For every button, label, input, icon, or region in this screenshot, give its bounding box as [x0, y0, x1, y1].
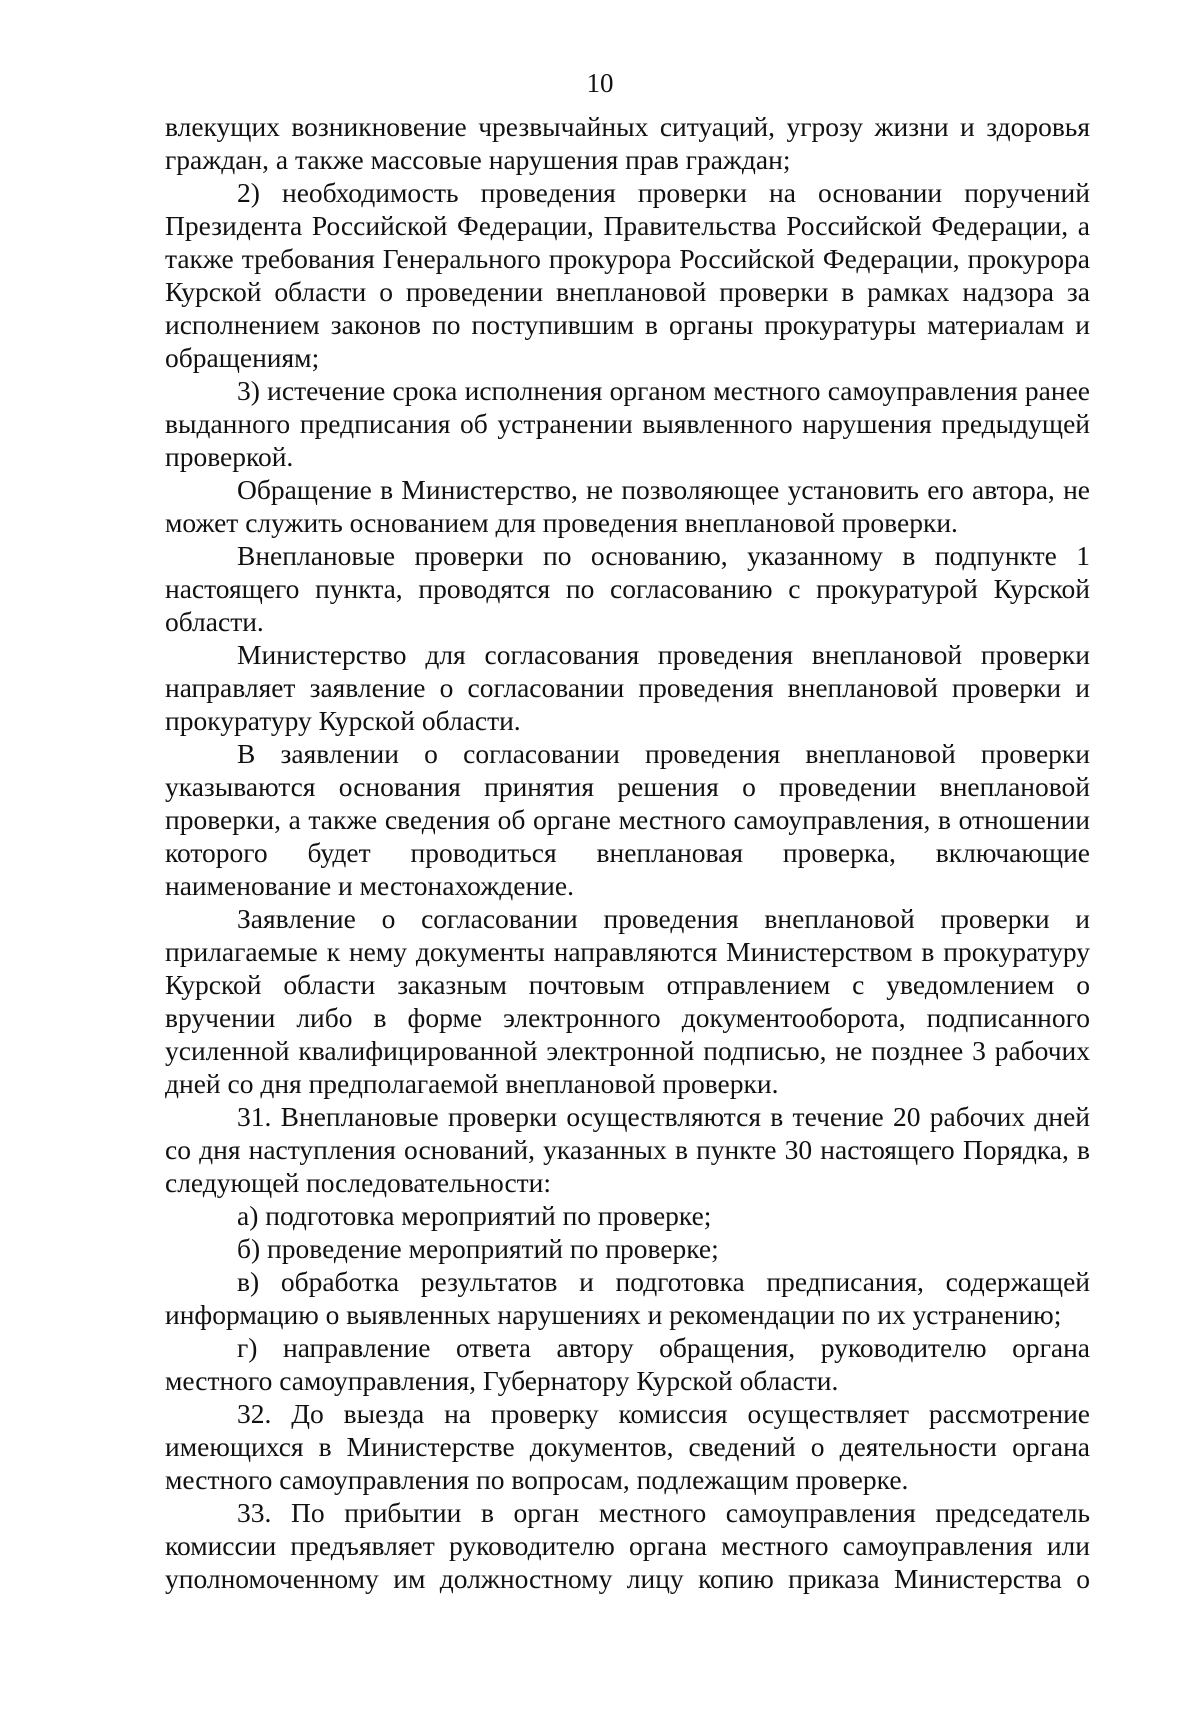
- paragraph: 33. По прибытии в орган местного самоуправления председатель комиссии предъявляет руководителю органа местного самоуправления или уполномоченному им должностному лицу копию приказа Министерства о: [165, 1497, 1090, 1594]
- paragraph: г) направление ответа автору обращения, руководителю органа местного самоуправления, Губернатору Курской области.: [165, 1332, 1090, 1396]
- paragraph: в) обработка результатов и подготовка предписания, содержащей информацию о выявленных нарушениях и рекомендации по их устранению;: [165, 1266, 1090, 1330]
- paragraph: Обращение в Министерство, не позволяющее установить его автора, не может служить основанием для проведения внеплановой проверки.: [165, 474, 1090, 538]
- paragraph: б) проведение мероприятий по проверке;: [237, 1233, 719, 1264]
- paragraph: влекущих возникновение чрезвычайных ситуаций, угрозу жизни и здоровья граждан, а также массовые нарушения прав граждан;: [165, 111, 1090, 175]
- paragraph: В заявлении о согласовании проведения внеплановой проверки указываются основания принятия решения о проведении внеплановой проверки, а также сведения об органе местного самоуправления, в отношении которого будет проводиться внеплановая проверка, включающие наименование и местонахождение.: [165, 738, 1090, 901]
- paragraph: Внеплановые проверки по основанию, указанному в подпункте 1 настоящего пункта, проводятся по согласованию с прокуратурой Курской области.: [165, 540, 1090, 637]
- paragraph: Заявление о согласовании проведения внеплановой проверки и прилагаемые к нему документы направляются Министерством в прокуратуру Курской области заказным почтовым отправлением с уведомлением о вручении либо в форме электронного документооборота, подписанного усиленной квалифицированной электронной подписью, не позднее 3 рабочих дней со дня предполагаемой внеплановой проверки.: [165, 903, 1090, 1099]
- paragraph: 32. До выезда на проверку комиссия осуществляет рассмотрение имеющихся в Министерстве документов, сведений о деятельности органа местного самоуправления по вопросам, подлежащим проверке.: [165, 1398, 1090, 1495]
- paragraph: 3) истечение срока исполнения органом местного самоуправления ранее выданного предписания об устранении выявленного нарушения предыдущей проверкой.: [165, 375, 1090, 472]
- page-number: 10: [586, 68, 614, 98]
- paragraph: Министерство для согласования проведения внеплановой проверки направляет заявление о согласовании проведения внеплановой проверки и прокуратуру Курской области.: [165, 639, 1090, 736]
- document-body: [165, 110, 1090, 1595]
- paragraph: 2) необходимость проведения проверки на основании поручений Президента Российской Федерации, Правительства Российской Федерации, а также требования Генерального прокурора Российской Федерации, прокурора Курской области о проведении внеплановой проверки в рамках надзора за исполнением законов по поступившим в органы прокуратуры материалам и обращениям;: [165, 177, 1090, 373]
- paragraph: 31. Внеплановые проверки осуществляются в течение 20 рабочих дней со дня наступления оснований, указанных в пункте 30 настоящего Порядка, в следующей последовательности:: [165, 1101, 1090, 1198]
- paragraph: а) подготовка мероприятий по проверке;: [237, 1200, 712, 1231]
